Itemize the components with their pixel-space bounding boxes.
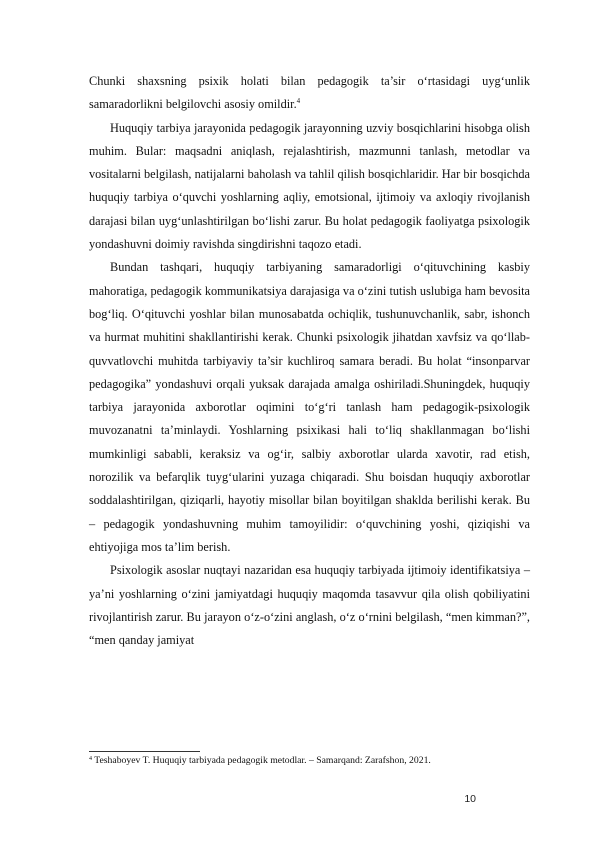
paragraph-3: Bundan tashqari, huquqiy tarbiyaning samaradorligi o‘qituvchining kasbiy mahoratiga, pedagogik kommunikatsiya darajasiga va o‘zini tutish uslubiga ham bevosita bog‘liq. O‘qituvchi yoshlar bilan munosabatda ochiqlik, tushunuvchanlik, sabr, ishonch va hurmat muhitini shakllantirishi kerak. Chunki psixologik jihatdan xavfsiz va qo‘llab-quvvatlovchi muhitda tarbiyaviy ta’sir kuchliroq samara beradi. Bu holat “insonparvar pedagogika” yondashuvi orqali yuksak darajada amalga oshiriladi.Shuningdek, huquqiy tarbiya jarayonida axborotlar oqimini to‘g‘ri tanlash ham pedagogik-psixologik muvozanatni ta’minlaydi. Yoshlarning psixikasi hali to‘liq shakllanmagan bo‘lishi mumkinligi sababli, keraksiz va og‘ir, salbiy axborotlar ularda xavotir, rad etish, norozilik va befarqlik tuyg‘ularini yuzaga chiqaradi. Shu boisdan huquqiy axborotlar soddalashtirilgan, qiziqarli, hayotiy misollar bilan boyitilgan shaklda berilishi kerak. Bu – pedagogik yondashuvning muhim tamoyilidir: o‘quvchining yoshi, qiziqishi va ehtiyojiga mos ta’lim berish. xyxy=(89,260,530,554)
page-number: 10 xyxy=(464,793,476,805)
footnote-reference[interactable]: 4 xyxy=(296,97,301,106)
footnote-number: 4 xyxy=(89,756,92,762)
footnote-text: Teshaboyev T. Huquqiy tarbiyada pedagogik metodlar. – Samarqand: Zarafshon, 2021. xyxy=(94,755,431,766)
paragraph-1 xyxy=(89,70,530,117)
document-body xyxy=(89,70,530,652)
paragraph-4: Psixologik asoslar nuqtayi nazaridan esa huquqiy tarbiyada ijtimoiy identifikatsiya – ya’ni yoshlarning o‘zini jamiyatdagi huquqiy maqomda tasavvur qila olish qobiliyatini rivojlantirish zarur. Bu jarayon o‘z-o‘zini anglash, o‘z o‘rnini belgilash, “men kimman?”, “men qanday jamiyat xyxy=(89,563,530,648)
paragraph-2: Huquqiy tarbiya jarayonida pedagogik jarayonning uzviy bosqichlarini hisobga olish muhim. Bular: maqsadni aniqlash, rejalashtirish, mazmunni tanlash, metodlar va vositalarni belgilash, natijalarni baholash va tahlil qilish bosqichlaridir. Har bir bosqichda huquqiy tarbiya o‘quvchi yoshlarning aqliy, emotsional, ijtimoiy va axloqiy rivojlanish darajasi bilan uyg‘unlashtirilgan bo‘lishi zarur. Bu holat pedagogik faoliyatga psixologik yondashuvni doimiy ravishda singdirishni taqozo etadi. xyxy=(89,120,530,252)
paragraph-1-text: Chunki shaxsning psixik holati bilan pedagogik ta’sir o‘rtasidagi uyg‘unlik samaradorlikni belgilovchi asosiy omildir. xyxy=(89,74,530,112)
footnote-divider xyxy=(89,751,200,752)
footnote xyxy=(89,754,530,767)
